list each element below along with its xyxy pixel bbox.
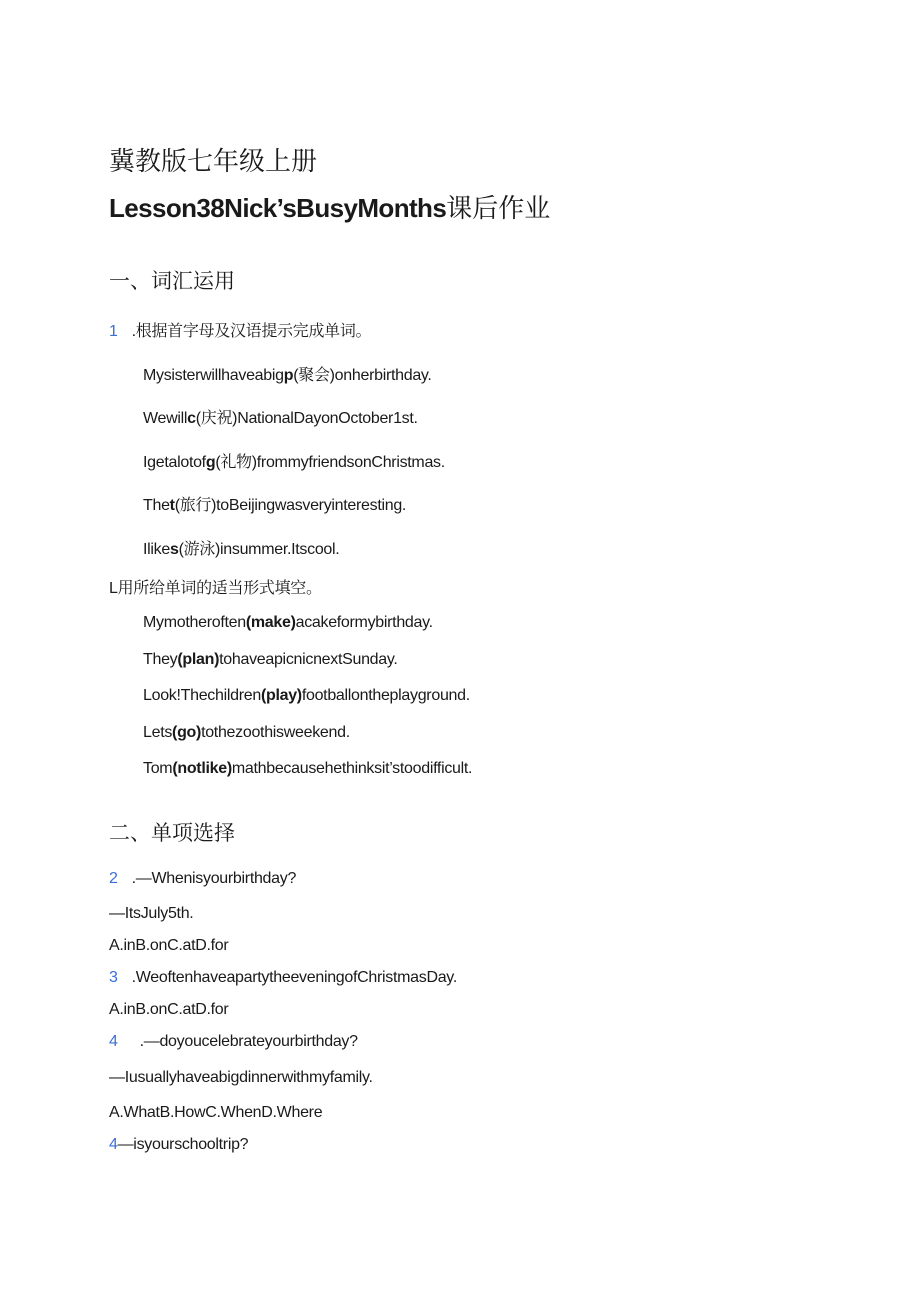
item-text: Igetalotof bbox=[143, 454, 206, 471]
choice-question-3 bbox=[109, 969, 457, 987]
question-number: 2 bbox=[109, 870, 118, 887]
options-line: A.inB.onC.atD.for bbox=[109, 1001, 229, 1018]
question-text: —isyourschooltrip? bbox=[117, 1136, 249, 1153]
item-text: (聚会)onherbirthday. bbox=[293, 367, 432, 384]
fill-item bbox=[143, 760, 472, 778]
item-text: Ilike bbox=[143, 541, 170, 558]
item-verb: (notlike) bbox=[172, 760, 232, 777]
item-text: Mysisterwillhaveabig bbox=[143, 367, 284, 384]
fill-item bbox=[143, 687, 470, 705]
lesson-title-cn: 课后作业 bbox=[446, 193, 551, 223]
item-text: tohaveapicnicnextSunday. bbox=[219, 651, 398, 668]
item-text: footballontheplayground. bbox=[301, 687, 470, 704]
instruction-text: .根据首字母及汉语提示完成单词。 bbox=[131, 323, 372, 340]
question-number: 4 bbox=[109, 1136, 118, 1153]
item-hint-letter: p bbox=[283, 367, 294, 384]
question-number: 4 bbox=[109, 1033, 118, 1050]
item-text: Lets bbox=[143, 724, 173, 741]
vocab-item bbox=[143, 362, 432, 385]
item-hint-letter: g bbox=[205, 454, 216, 471]
lesson-title-en: Lesson38Nick’sBusyMonths bbox=[109, 193, 447, 223]
item-verb: (go) bbox=[172, 724, 202, 741]
vocab-item bbox=[143, 449, 445, 472]
choice-question-4 bbox=[109, 1033, 358, 1051]
item-text: mathbecausehethinksit’stoodifficult. bbox=[231, 760, 473, 777]
vocab-item bbox=[143, 405, 418, 428]
options-line: A.WhatB.HowC.WhenD.Where bbox=[109, 1104, 323, 1121]
item-text: Mymotheroften bbox=[143, 614, 246, 631]
item-text: (庆祝)NationalDayonOctober1st. bbox=[195, 410, 418, 427]
item-text: They bbox=[143, 651, 178, 668]
choice-question-5 bbox=[109, 1136, 248, 1154]
item-text: Wewill bbox=[143, 410, 188, 427]
item-text: Look!Thechildren bbox=[143, 687, 261, 704]
item-hint-letter: t bbox=[169, 497, 175, 514]
vocab-item bbox=[143, 536, 339, 559]
question-text: .WeoftenhaveapartytheeveningofChristmasDay. bbox=[131, 969, 457, 986]
page-title: 冀教版七年级上册 bbox=[109, 146, 318, 176]
item-text: (旅行)toBeijingwasveryinteresting. bbox=[174, 497, 407, 514]
question-text: .—doyoucelebrateyourbirthday? bbox=[139, 1033, 358, 1050]
question-number: 3 bbox=[109, 969, 118, 986]
answer-line: —ItsJuly5th. bbox=[109, 905, 194, 922]
vocab-item bbox=[143, 492, 406, 515]
question-1-instruction bbox=[109, 318, 371, 341]
question-2-instruction: L用所给单词的适当形式填空。 bbox=[109, 580, 322, 597]
item-verb: (plan) bbox=[177, 651, 220, 668]
choice-question-2 bbox=[109, 870, 296, 888]
item-text: Tom bbox=[143, 760, 173, 777]
lesson-title bbox=[109, 188, 550, 225]
fill-item bbox=[143, 651, 398, 669]
item-verb: (play) bbox=[260, 687, 302, 704]
item-text: acakeformybirthday. bbox=[295, 614, 433, 631]
question-text: .—Whenisyourbirthday? bbox=[131, 870, 297, 887]
item-text: The bbox=[143, 497, 170, 514]
fill-item bbox=[143, 724, 350, 742]
item-text: tothezoothisweekend. bbox=[201, 724, 350, 741]
item-text: (礼物)frommyfriendsonChristmas. bbox=[215, 454, 445, 471]
item-text: (游泳)insummer.Itscool. bbox=[178, 541, 340, 558]
section-heading-vocabulary: 一、词汇运用 bbox=[109, 270, 235, 293]
options-line: A.inB.onC.atD.for bbox=[109, 937, 229, 954]
answer-line: —Iusuallyhaveabigdinnerwithmyfamily. bbox=[109, 1069, 373, 1086]
item-hint-letter: s bbox=[169, 541, 179, 558]
question-number: 1 bbox=[109, 323, 118, 340]
item-verb: (make) bbox=[245, 614, 296, 631]
fill-item bbox=[143, 614, 433, 632]
section-heading-choice: 二、单项选择 bbox=[109, 822, 235, 845]
item-hint-letter: c bbox=[187, 410, 196, 427]
